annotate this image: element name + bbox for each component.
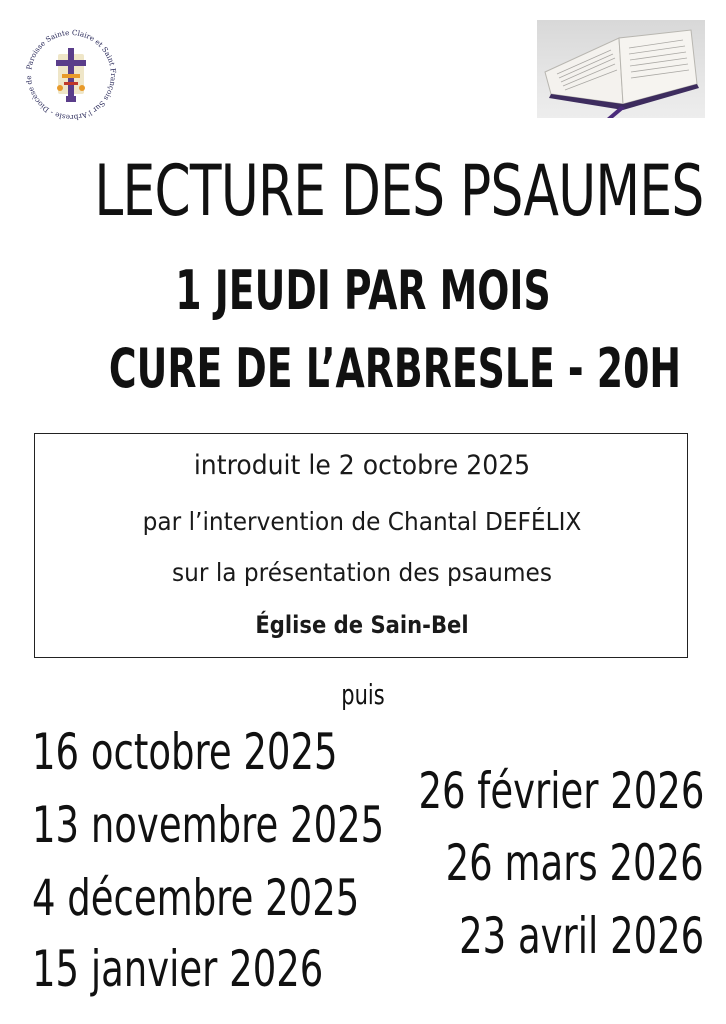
subtitle-frequency: 1 JEUDI PAR MOIS bbox=[175, 259, 551, 322]
date-item: 15 janvier 2026 bbox=[32, 940, 324, 998]
logo-ring-text: Paroisse Sainte Claire et Saint François Sur l'Arbresle - Diocèse de bbox=[23, 27, 119, 123]
subtitle-location-time: CURE DE L’ARBRESLE - 20H bbox=[108, 337, 682, 400]
parish-cross-logo-icon bbox=[22, 26, 120, 124]
page-title: LECTURE DES PSAUMES bbox=[94, 150, 704, 232]
intro-box bbox=[34, 433, 688, 658]
then-label: puis bbox=[341, 678, 385, 711]
open-bible-image bbox=[537, 20, 705, 118]
date-item: 4 décembre 2025 bbox=[32, 869, 360, 927]
parish-logo bbox=[22, 26, 120, 124]
date-item: 23 avril 2026 bbox=[458, 907, 704, 965]
date-item: 13 novembre 2025 bbox=[32, 796, 385, 854]
open-bible-photo-icon bbox=[537, 20, 705, 118]
intro-speaker: par l’intervention de Chantal DEFÉLIX bbox=[142, 507, 582, 536]
intro-venue: Église de Sain-Bel bbox=[255, 611, 469, 639]
date-item: 16 octobre 2025 bbox=[32, 723, 338, 781]
intro-date: introduit le 2 octobre 2025 bbox=[193, 450, 531, 481]
intro-topic: sur la présentation des psaumes bbox=[172, 558, 552, 587]
date-item: 26 mars 2026 bbox=[446, 834, 704, 892]
date-item: 26 février 2026 bbox=[418, 762, 704, 820]
